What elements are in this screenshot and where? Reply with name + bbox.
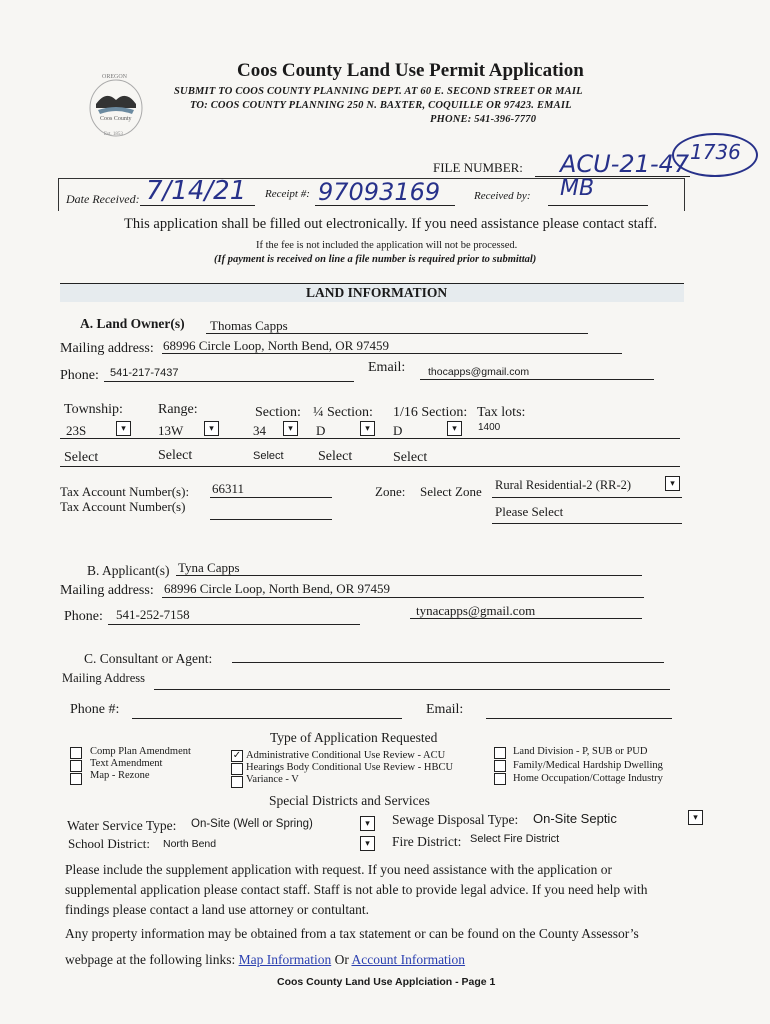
zone-label: Zone: bbox=[375, 484, 406, 499]
township-label: Township: bbox=[64, 402, 123, 417]
section-label: Section: bbox=[255, 405, 301, 420]
hbcu-label: Hearings Body Conditional Use Review - HBCU bbox=[246, 762, 454, 773]
land-division-label: Land Division - P, SUB or PUD bbox=[513, 746, 648, 757]
select-3[interactable]: Select bbox=[253, 450, 284, 462]
home-occupation-checkbox[interactable] bbox=[494, 773, 506, 785]
variance-label: Variance - V bbox=[246, 774, 299, 785]
water-label: Water Service Type: bbox=[67, 818, 177, 833]
select-5[interactable]: Select bbox=[393, 450, 428, 465]
fire-dropdown[interactable]: ▾ bbox=[360, 836, 375, 851]
acu-label: Administrative Conditional Use Review - ACU bbox=[246, 750, 446, 761]
logo-text-mid: Coos County bbox=[100, 116, 132, 122]
links-line bbox=[65, 952, 465, 968]
section-dropdown[interactable]: ▾ bbox=[283, 421, 298, 436]
fire-label: Fire District: bbox=[392, 834, 462, 849]
zone-value[interactable]: Rural Residential-2 (RR-2) bbox=[495, 478, 632, 492]
consultant-phone-label: Phone #: bbox=[70, 702, 120, 717]
hardship-dwelling-checkbox[interactable] bbox=[494, 760, 506, 772]
range-label: Range: bbox=[158, 402, 198, 417]
home-occupation-label: Home Occupation/Cottage Industry bbox=[513, 773, 663, 784]
applicant-label: B. Applicant(s) bbox=[87, 563, 170, 578]
hbcu-checkbox[interactable] bbox=[231, 763, 243, 775]
owner-email-field[interactable]: thocapps@gmail.com bbox=[428, 366, 530, 378]
zone-dropdown[interactable]: ▾ bbox=[665, 476, 680, 491]
consultant-mailing-label: Mailing Address bbox=[62, 671, 145, 685]
text-amendment-checkbox[interactable] bbox=[70, 760, 82, 772]
logo-text-top: OREGON bbox=[102, 74, 127, 80]
sewage-dropdown[interactable]: ▾ bbox=[688, 810, 703, 825]
sixteenth-section-value[interactable]: D bbox=[393, 423, 403, 438]
file-number-value: ACU-21-47 bbox=[560, 150, 690, 178]
applicant-mailing-label: Mailing address: bbox=[60, 583, 154, 598]
tax-lots-label: Tax lots: bbox=[477, 405, 526, 420]
variance-checkbox[interactable] bbox=[231, 776, 243, 788]
water-value[interactable]: On-Site (Well or Spring) bbox=[191, 818, 313, 830]
receipt-value: 97093169 bbox=[318, 178, 441, 206]
notice-online: (If payment is received on line a file number is required prior to submittal) bbox=[214, 254, 537, 265]
owner-phone-label: Phone: bbox=[60, 368, 99, 383]
instructions-paragraph: Please include the supplement application with request. If you need assistance with the application or supplemental application please contact staff. Staff is not able to provide legal advice. If you need help with findings please contact a land use attorney or contultant. bbox=[65, 862, 648, 917]
township-dropdown[interactable]: ▾ bbox=[116, 421, 131, 436]
select-1[interactable]: Select bbox=[64, 450, 99, 465]
owner-email-label: Email: bbox=[368, 360, 406, 375]
tax-lots-value[interactable]: 1400 bbox=[478, 422, 501, 433]
date-received-label: Date Received: bbox=[66, 192, 140, 206]
notice-main: This application shall be filled out electronically. If you need assistance please contact staff. bbox=[124, 216, 658, 232]
applicant-name-field[interactable]: Tyna Capps bbox=[178, 560, 240, 575]
sixteenth-section-label: 1/16 Section: bbox=[393, 405, 468, 420]
date-received-value: 7/14/21 bbox=[146, 176, 247, 206]
tax-account-label: Tax Account Number(s): bbox=[60, 484, 190, 499]
submit-line-2: TO: COOS COUNTY PLANNING 250 N. BAXTER, COQUILLE OR 97423. EMAIL bbox=[190, 100, 572, 111]
comp-plan-checkbox[interactable] bbox=[70, 747, 82, 759]
received-by-value: MB bbox=[560, 176, 595, 201]
notice-fee: If the fee is not included the application will not be processed. bbox=[256, 240, 518, 251]
map-information-link[interactable]: Map Information bbox=[238, 952, 332, 967]
map-rezone-label: Map - Rezone bbox=[90, 770, 150, 781]
owner-phone-field[interactable]: 541-217-7437 bbox=[110, 367, 179, 379]
zone-please-select[interactable]: Please Select bbox=[495, 504, 564, 519]
received-by-label: Received by: bbox=[474, 190, 531, 202]
fire-value[interactable]: Select Fire District bbox=[470, 833, 560, 845]
township-value[interactable]: 23S bbox=[66, 423, 87, 438]
water-dropdown[interactable]: ▾ bbox=[360, 816, 375, 831]
file-number-circled: 1736 bbox=[690, 140, 741, 164]
quarter-section-dropdown[interactable]: ▾ bbox=[360, 421, 375, 436]
quarter-section-label: ¼ Section: bbox=[313, 405, 373, 420]
logo-text-bot: Est. 1853 bbox=[104, 132, 123, 137]
sixteenth-section-dropdown[interactable]: ▾ bbox=[447, 421, 462, 436]
owner-field[interactable]: Thomas Capps bbox=[210, 318, 288, 333]
county-seal-logo bbox=[88, 74, 144, 140]
applicant-email-field[interactable]: tynacapps@gmail.com bbox=[416, 603, 536, 618]
owner-mailing-field[interactable]: 68996 Circle Loop, North Bend, OR 97459 bbox=[163, 338, 390, 353]
links-intro: webpage at the following links: bbox=[65, 952, 236, 967]
owner-mailing-label: Mailing address: bbox=[60, 341, 154, 356]
section-value[interactable]: 34 bbox=[253, 423, 266, 438]
owner-label: A. Land Owner(s) bbox=[80, 316, 185, 331]
tax-account-field[interactable]: 66311 bbox=[212, 481, 245, 496]
select-4[interactable]: Select bbox=[318, 449, 353, 464]
text-amendment-label: Text Amendment bbox=[90, 758, 163, 769]
consultant-email-label: Email: bbox=[426, 702, 464, 717]
acu-checkbox[interactable]: ✓ bbox=[232, 750, 242, 761]
tax-account-label-2: Tax Account Number(s) bbox=[60, 499, 186, 514]
districts-heading: Special Districts and Services bbox=[269, 793, 430, 808]
applicant-phone-field[interactable]: 541-252-7158 bbox=[116, 607, 190, 622]
applicant-phone-label: Phone: bbox=[64, 609, 103, 624]
account-information-link[interactable]: Account Information bbox=[351, 952, 466, 967]
zone-select-label: Select Zone bbox=[420, 484, 482, 499]
quarter-section-value[interactable]: D bbox=[316, 423, 326, 438]
page-title: Coos County Land Use Permit Application bbox=[237, 60, 584, 81]
range-value[interactable]: 13W bbox=[158, 423, 184, 438]
page-footer: Coos County Land Use Applciation - Page 1 bbox=[277, 976, 496, 988]
sewage-value[interactable]: On-Site Septic bbox=[533, 811, 617, 826]
consultant-label: C. Consultant or Agent: bbox=[84, 651, 213, 666]
file-number-label: FILE NUMBER: bbox=[433, 160, 523, 175]
land-division-checkbox[interactable] bbox=[494, 747, 506, 759]
school-label: School District: bbox=[68, 836, 150, 851]
range-dropdown[interactable]: ▾ bbox=[204, 421, 219, 436]
select-2[interactable]: Select bbox=[158, 448, 193, 463]
map-rezone-checkbox[interactable] bbox=[70, 773, 82, 785]
phone-line: PHONE: 541-396-7770 bbox=[430, 114, 537, 125]
property-info-line: Any property information may be obtained from a tax statement or can be found on the County Assessor’s bbox=[65, 926, 639, 941]
application-type-heading: Type of Application Requested bbox=[270, 730, 438, 745]
comp-plan-label: Comp Plan Amendment bbox=[90, 746, 191, 757]
hardship-dwelling-label: Family/Medical Hardship Dwelling bbox=[513, 760, 663, 771]
applicant-mailing-field[interactable]: 68996 Circle Loop, North Bend, OR 97459 bbox=[164, 581, 391, 596]
or-text: Or bbox=[334, 952, 349, 967]
sewage-label: Sewage Disposal Type: bbox=[392, 812, 519, 827]
school-value[interactable]: North Bend bbox=[163, 838, 217, 850]
submit-line-1: SUBMIT TO COOS COUNTY PLANNING DEPT. AT 60 E. SECOND STREET OR MAIL bbox=[174, 86, 583, 97]
receipt-label: Receipt #: bbox=[265, 188, 310, 200]
land-info-heading: LAND INFORMATION bbox=[306, 285, 448, 300]
